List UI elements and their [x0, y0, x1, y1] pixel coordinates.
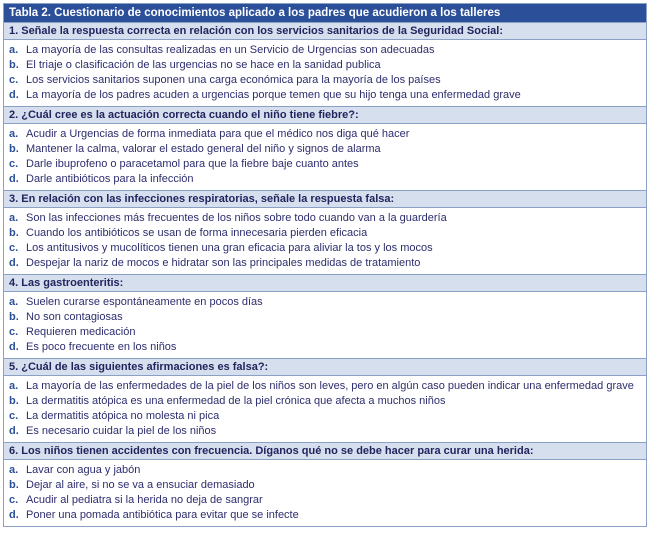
- answer-option: [9, 508, 646, 523]
- option-text: Son las infecciones más frecuentes de los niños sobre todo cuando van a la guardería: [26, 212, 447, 224]
- option-letter: d.: [9, 257, 19, 269]
- answer-option: [9, 325, 646, 340]
- questionnaire-table: [3, 3, 647, 527]
- answer-option: [9, 127, 646, 142]
- option-letter: a.: [9, 464, 19, 476]
- option-text: El triaje o clasificación de las urgencias no se hace en la sanidad publica: [26, 59, 381, 71]
- option-text: Darle ibuprofeno o paracetamol para que la fiebre baje cuanto antes: [26, 158, 359, 170]
- answer-option: [9, 394, 646, 409]
- question-header: 4. Las gastroenteritis:: [4, 274, 646, 292]
- option-text: Mantener la calma, valorar el estado general del niño y signos de alarma: [26, 143, 381, 155]
- option-text: Los antitusivos y mucolíticos tienen una gran eficacia para aliviar la tos y los mocos: [26, 242, 433, 254]
- answer-option: [9, 211, 646, 226]
- option-text: La mayoría de los padres acuden a urgencias porque temen que su hijo tenga una enfermedad grave: [26, 89, 521, 101]
- option-letter: c.: [9, 158, 19, 170]
- option-letter: c.: [9, 494, 19, 506]
- option-text: Es necesario cuidar la piel de los niños: [26, 425, 217, 437]
- option-letter: a.: [9, 380, 19, 392]
- answer-option: [9, 43, 646, 58]
- answer-option: [9, 295, 646, 310]
- question-header: 2. ¿Cuál cree es la actuación correcta cuando el niño tiene fiebre?:: [4, 106, 646, 124]
- option-letter: c.: [9, 242, 19, 254]
- answer-option: [9, 157, 646, 172]
- option-letter: c.: [9, 410, 19, 422]
- option-letter: d.: [9, 425, 19, 437]
- option-text: Lavar con agua y jabón: [26, 464, 141, 476]
- answer-list: [4, 124, 646, 190]
- option-text: Suelen curarse espontáneamente en pocos días: [26, 296, 263, 308]
- option-letter: b.: [9, 143, 19, 155]
- option-letter: a.: [9, 128, 19, 140]
- option-text: No son contagiosas: [26, 311, 123, 323]
- option-letter: b.: [9, 227, 19, 239]
- option-text: Poner una pomada antibiótica para evitar que se infecte: [26, 509, 299, 521]
- option-letter: d.: [9, 89, 19, 101]
- option-letter: d.: [9, 341, 19, 353]
- answer-option: [9, 493, 646, 508]
- option-letter: b.: [9, 59, 19, 71]
- answer-list: [4, 376, 646, 442]
- question-header: 5. ¿Cuál de las siguientes afirmaciones es falsa?:: [4, 358, 646, 376]
- option-letter: a.: [9, 44, 19, 56]
- option-text: Los servicios sanitarios suponen una carga económica para la mayoría de los países: [26, 74, 441, 86]
- option-letter: a.: [9, 296, 19, 308]
- option-letter: b.: [9, 311, 19, 323]
- option-text: La mayoría de las enfermedades de la piel de los niños son leves, pero en algún caso pueden indicar una enfermedad grave: [26, 380, 634, 392]
- answer-option: [9, 73, 646, 88]
- option-text: La dermatitis atópica es una enfermedad de la piel crónica que afecta a muchos niños: [26, 395, 446, 407]
- option-text: Cuando los antibióticos se usan de forma innecesaria pierden eficacia: [26, 227, 368, 239]
- option-text: Requieren medicación: [26, 326, 136, 338]
- answer-list: [4, 292, 646, 358]
- answer-option: [9, 478, 646, 493]
- answer-option: [9, 409, 646, 424]
- option-text: Acudir al pediatra si la herida no deja de sangrar: [26, 494, 263, 506]
- question-header: 6. Los niños tienen accidentes con frecuencia. Díganos qué no se debe hacer para curar una herida:: [4, 442, 646, 460]
- option-text: Es poco frecuente en los niños: [26, 341, 177, 353]
- answer-option: [9, 256, 646, 271]
- option-letter: c.: [9, 74, 19, 86]
- table-title: Tabla 2. Cuestionario de conocimientos aplicado a los padres que acudieron a los talleres: [4, 4, 646, 22]
- option-text: Acudir a Urgencias de forma inmediata para que el médico nos diga qué hacer: [26, 128, 410, 140]
- question-header: 1. Señale la respuesta correcta en relación con los servicios sanitarios de la Seguridad Social:: [4, 22, 646, 40]
- option-text: Darle antibióticos para la infección: [26, 173, 194, 185]
- answer-option: [9, 172, 646, 187]
- option-letter: b.: [9, 479, 19, 491]
- option-text: La mayoría de las consultas realizadas en un Servicio de Urgencias son adecuadas: [26, 44, 435, 56]
- option-letter: c.: [9, 326, 19, 338]
- question-header: 3. En relación con las infecciones respiratorias, señale la respuesta falsa:: [4, 190, 646, 208]
- answer-option: [9, 226, 646, 241]
- option-text: Despejar la nariz de mocos e hidratar son las principales medidas de tratamiento: [26, 257, 421, 269]
- option-letter: b.: [9, 395, 19, 407]
- answer-option: [9, 142, 646, 157]
- answer-option: [9, 241, 646, 256]
- answer-option: [9, 88, 646, 103]
- answer-list: [4, 460, 646, 526]
- option-letter: d.: [9, 173, 19, 185]
- answer-option: [9, 310, 646, 325]
- answer-option: [9, 463, 646, 478]
- answer-list: [4, 40, 646, 106]
- option-text: Dejar al aire, si no se va a ensuciar demasiado: [26, 479, 255, 491]
- option-letter: a.: [9, 212, 19, 224]
- answer-option: [9, 424, 646, 439]
- answer-option: [9, 379, 646, 394]
- answer-option: [9, 340, 646, 355]
- option-text: La dermatitis atópica no molesta ni pica: [26, 410, 220, 422]
- answer-list: [4, 208, 646, 274]
- answer-option: [9, 58, 646, 73]
- option-letter: d.: [9, 509, 19, 521]
- questions-container: [4, 22, 646, 526]
